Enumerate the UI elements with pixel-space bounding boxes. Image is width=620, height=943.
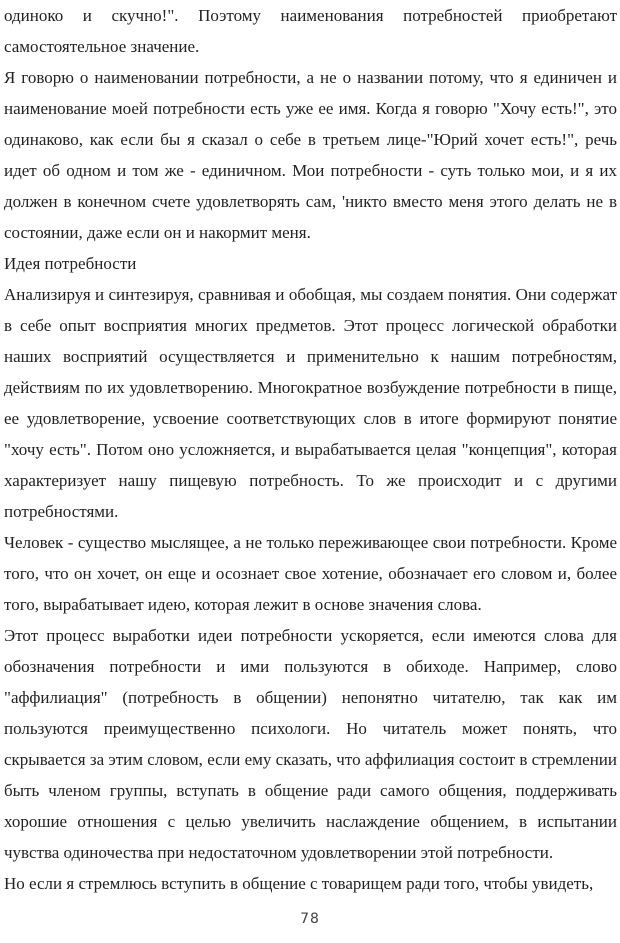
document-page — [4, 0, 617, 899]
paragraph-continuation: одиноко и скучно!". Поэтому наименования потребностей приобретают самостоятельное значение. — [4, 6, 617, 56]
paragraph-concepts: Анализируя и синтезируя, сравнивая и обобщая, мы создаем понятия. Они содержат в себе опыт восприятия многих предметов. Этот процесс логической обработки наших восприятий осуществляется и применительно к нашим потребностям, действиям по их удовлетворению. Многократное возбуждение потребности в пище, ее удовлетворение, усвоение соответствующих слов в итоге формируют понятие "хочу есть". Потом оно усложняется, и вырабатывается целая "концепция", которая характеризует нашу пищевую потребность. То же происходит и с другими потребностями. — [4, 285, 617, 521]
section-heading: Идея потребности — [4, 254, 137, 273]
paragraph-trailing: Но если я стремлюсь вступить в общение с товарищем ради того, чтобы увидеть, — [4, 874, 594, 893]
paragraph-affiliation: Этот процесс выработки идеи потребности ускоряется, если имеются слова для обозначения потребности и ими пользуются в обиходе. Например, слово "аффилиация" (потребность в общении) непонятно читателю, так как им пользуются преимущественно психологи. Но читатель может понять, что скрывается за этим словом, если ему сказать, что аффилиация состоит в стремлении быть членом группы, вступать в общение ради самого общения, поддерживать хорошие отношения с целью увеличить наслаждение общением, в испытании чувства одиночества при недостаточном удовлетворении этой потребности. — [4, 626, 617, 862]
page-number: 78 — [300, 911, 320, 927]
paragraph-naming: Я говорю о наименовании потребности, а не о названии потому, что я единичен и наименование моей потребности есть уже ее имя. Когда я говорю "Хочу есть!", это одинаково, как если бы я сказал о себе в третьем лице-"Юрий хочет есть!", речь идет об одном и том же - единичном. Мои потребности - суть только мои, и я их должен в конечном счете удовлетворять сам, 'никто вместо меня этого делать не в состоянии, даже если он и накормит меня. — [4, 68, 617, 242]
paragraph-thinking-being: Человек - существо мыслящее, а не только переживающее свои потребности. Кроме того, что он хочет, он еще и осознает свое хотение, обозначает его словом и, более того, вырабатывает идею, которая лежит в основе значения слова. — [4, 533, 617, 614]
